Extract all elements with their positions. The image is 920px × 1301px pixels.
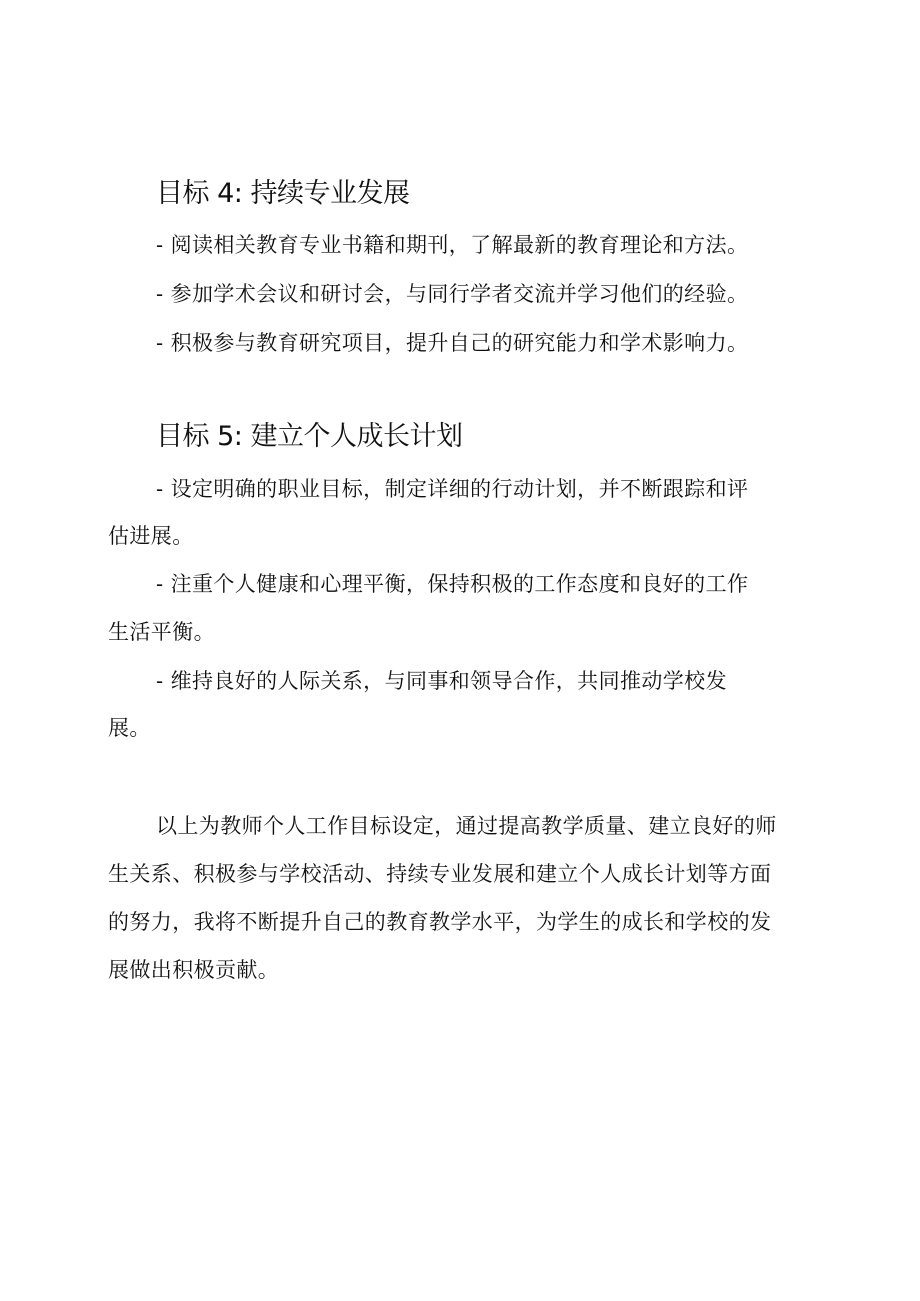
goal-4-heading: 目标 4: 持续专业发展	[156, 178, 410, 209]
conclusion-line-2: 生关系、积极参与学校活动、持续专业发展和建立个人成长计划等方面	[108, 862, 772, 886]
goal-4-item-2: - 参加学术会议和研讨会，与同行学者交流并学习他们的经验。	[156, 282, 749, 306]
goal-5-item-2-line-2: 生活平衡。	[108, 620, 215, 644]
goal-4-item-3: - 积极参与教育研究项目，提升自己的研究能力和学术影响力。	[156, 331, 749, 355]
goal-5-item-3-line-1: - 维持良好的人际关系，与同事和领导合作，共同推动学校发	[156, 669, 727, 693]
conclusion-line-4: 展做出积极贡献。	[108, 958, 280, 982]
conclusion-line-1: 以上为教师个人工作目标设定，通过提高教学质量、建立良好的师	[156, 814, 777, 838]
goal-5-item-1-line-1: - 设定明确的职业目标，制定详细的行动计划，并不断跟踪和评	[156, 477, 749, 501]
goal-5-item-3-line-2: 展。	[108, 716, 151, 740]
goal-5-item-2-line-1: - 注重个人健康和心理平衡，保持积极的工作态度和良好的工作	[156, 572, 749, 596]
goal-4-item-1: - 阅读相关教育专业书籍和期刊，了解最新的教育理论和方法。	[156, 233, 749, 257]
goal-5-item-1-line-2: 估进展。	[108, 524, 194, 548]
conclusion-line-3: 的努力，我将不断提升自己的教育教学水平，为学生的成长和学校的发	[108, 910, 772, 934]
goal-5-heading: 目标 5: 建立个人成长计划	[156, 421, 463, 452]
